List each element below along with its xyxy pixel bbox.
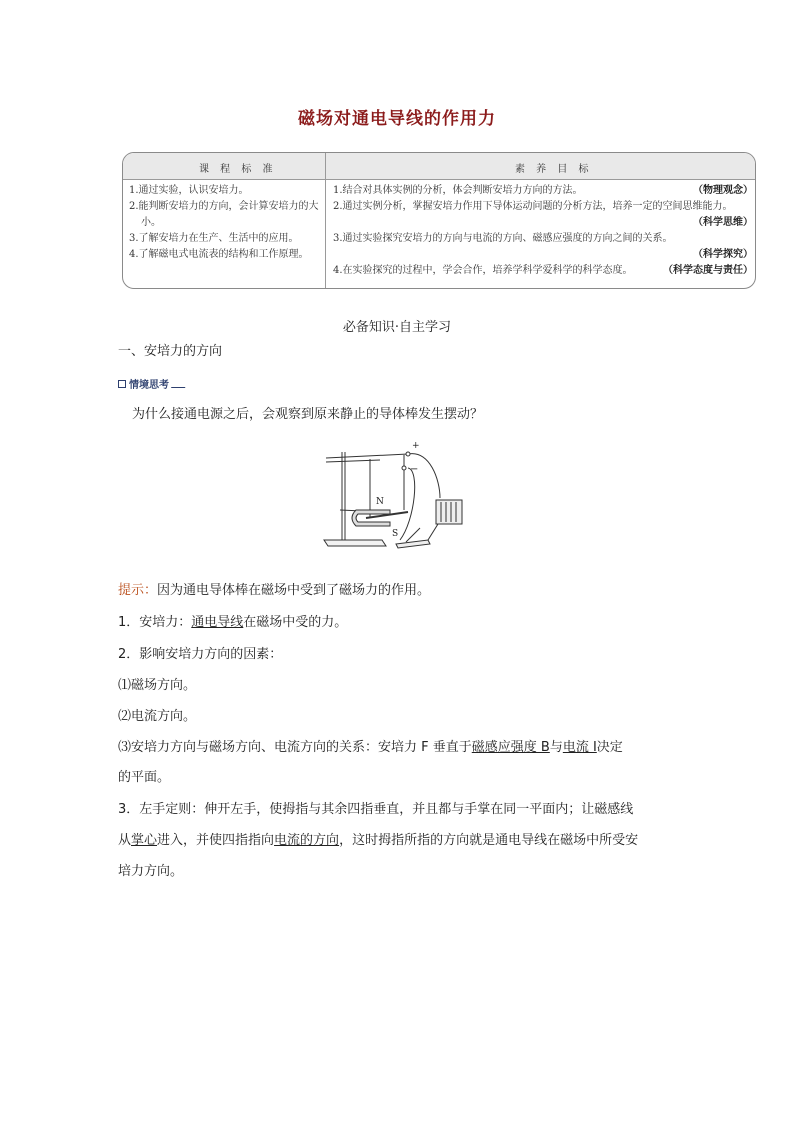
lead-wire [408, 454, 440, 498]
goal-item: 3.通过实验探究安培力的方向与电流的方向、磁感应强度的方向之间的关系。 （科学探究） [333, 231, 753, 263]
item-1: 1．安培力：通电导线在磁场中受的力。 [118, 615, 348, 630]
right-header: 素 养 目 标 [515, 164, 593, 175]
column-divider [325, 153, 326, 288]
question: 为什么接通电源之后，会观察到原来静止的导体棒发生摆动？ [132, 407, 484, 422]
goal-tag: （科学探究） [693, 249, 753, 260]
curriculum-standards-table [122, 152, 756, 289]
item-3-line2: 从掌心进入，并使四指指向电流的方向，这时拇指所指的方向就是通电导线在磁场中所受安 [118, 833, 639, 848]
item-2-3-cont: 的平面。 [118, 770, 171, 785]
scenario-badge: 情境思考 [118, 376, 188, 391]
standard-item: 3.了解安培力在生产、生活中的应用。 [129, 233, 299, 244]
standard-item: 1.通过实验，认识安培力。 [129, 185, 249, 196]
item-3-line3: 培力方向。 [118, 864, 184, 879]
switch-lever [406, 528, 420, 542]
section-title: 必备知识·自主学习 [342, 320, 452, 335]
table-header [123, 153, 755, 180]
plus-label: + [412, 441, 420, 451]
page-title: 磁场对通电导线的作用力 [298, 109, 496, 129]
item-2-2: ⑵电流方向。 [118, 709, 197, 724]
minus-label: − [410, 464, 419, 475]
item-2-1: ⑴磁场方向。 [118, 678, 197, 693]
switch [396, 540, 430, 548]
goal-item: （物理观念） 1.结合对具体实例的分析，体会判断安培力方向的方法。 [333, 183, 753, 199]
goals-list [333, 183, 753, 279]
item-2-3: ⑶安培力方向与磁场方向、电流方向的关系：安培力 F 垂直于磁感应强度 B与电流 I决定 [118, 740, 623, 755]
standard-item: 4.了解磁电式电流表的结构和工作原理。 [129, 249, 309, 260]
item-3-line1: 3．左手定则：伸开左手，使拇指与其余四指垂直，并且都与手掌在同一平面内；让磁感线 [118, 802, 634, 817]
experiment-diagram [320, 440, 470, 555]
standard-item: 2.能判断安培力的方向，会计算安培力的大小。 [129, 201, 319, 228]
goal-tag: （物理观念） [693, 185, 753, 196]
goal-tag: （科学态度与责任） [663, 265, 753, 276]
south-label: S [392, 529, 399, 539]
goal-tag: （科学思维） [693, 217, 753, 228]
stand-base [324, 540, 386, 546]
square-icon [118, 380, 126, 388]
standards-list [129, 183, 323, 263]
underline-decoration [171, 379, 191, 388]
goal-item: （科学态度与责任） 4.在实验探究的过程中，学会合作，培养学科学爱科学的科学态度。 [333, 263, 753, 279]
lead-wire [400, 468, 415, 540]
subsection-title: 一、安培力的方向 [118, 344, 223, 359]
north-label: N [376, 497, 384, 507]
item-2: 2．影响安培力方向的因素： [118, 647, 283, 662]
goal-item: 2.通过实例分析，掌握安培力作用下导体运动问题的分析方法，培养一定的空间思维能力。 （科学思维） [333, 199, 753, 231]
hint: 提示：因为通电导体棒在磁场中受到了磁场力的作用。 [118, 583, 431, 598]
left-header: 课 程 标 准 [199, 164, 277, 175]
stand-arm [326, 454, 408, 458]
hint-label: 提示： [118, 583, 158, 598]
battery [436, 500, 462, 524]
